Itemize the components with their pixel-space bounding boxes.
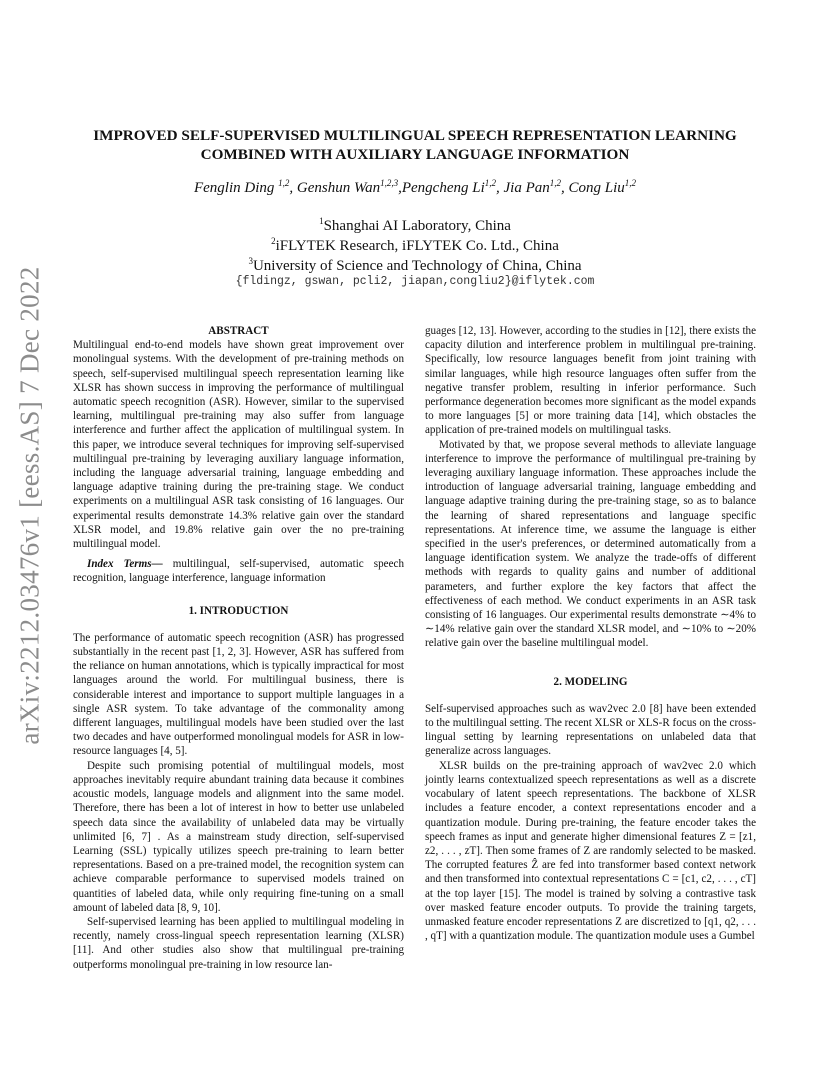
affil-text: iFLYTEK Research, iFLYTEK Co. Ltd., China <box>275 238 559 254</box>
author-name: Cong Liu <box>568 180 625 196</box>
abstract-heading: ABSTRACT <box>208 325 269 337</box>
affil-text: Shanghai AI Laboratory, China <box>323 218 511 234</box>
modeling-paragraph: Self-supervised approaches such as wav2vec 2.0 [8] have been extended to the multilingual setting. The recent XLSR or XLS-R focus on the cross-lingual setting by learning representations on unlabeled data that generalize across languages. <box>425 702 757 758</box>
abstract-text: Multilingual end-to-end models have shown great improvement over monolingual systems. With the development of pre-training methods on speech, self-supervised multilingual speech representation learning like XLSR has shown success in improving the performance of multilingual automatic speech recognition (ASR). However, similar to the supervised learning, multilingual pre-training may also suffer from language interference and further affect the application of multilingual system. In this paper, we introduce several techniques for improving self-supervised multilingual pre-training by leveraging auxiliary language information, including the language adversarial training, language embedding and language adaptive training during the pre-training stage. We conduct experiments on a multilingual ASR task consisting of 16 languages. Our experimental results demonstrate 14.3% relative gain over the standard XLSR model, and 19.8% relative gain over the no pre-training multilingual model. <box>73 339 404 551</box>
author-sep: , <box>561 180 569 196</box>
author-name: Genshun Wan <box>296 180 381 196</box>
affiliation <box>70 216 760 236</box>
author-sep: , <box>496 180 504 196</box>
index-terms <box>73 557 404 585</box>
author-affil: 1,2 <box>484 178 496 188</box>
author-list <box>70 180 760 197</box>
author-affil: 1,2 <box>549 178 561 188</box>
author-affil: 1,2 <box>624 178 637 188</box>
index-terms-label: Index Terms— <box>87 558 163 571</box>
author-name: Fenglin Ding <box>193 180 275 196</box>
intro-paragraph: Self-supervised learning has been applied to multilingual modeling in recently, namely cross-lingual speech representation learning (XLSR) [11]. And other studies also show that multilingual pre-training outperforms monolingual pre-training in low resource lan- <box>73 915 404 971</box>
author-affil: 1,2,3 <box>380 178 399 188</box>
arxiv-sidebar <box>10 255 50 755</box>
author-sep: , <box>289 180 297 196</box>
author-name: Pengcheng Li <box>401 180 485 196</box>
intro-paragraph-continued: guages [12, 13]. However, according to the studies in [12], there exists the capacity dilution and interference problem in multilingual pre-training. Specifically, low resource languages benefit from joint training with similar languages, while high resource languages often suffer from the negative transfer problem, resulting in inferior performance. Such performance degeneration becomes more significant as the model expands to more languages [5] or more training data [14], which obstacles the application of pre-trained models on multilingual tasks. <box>425 325 756 437</box>
affiliations <box>70 216 760 276</box>
affiliation <box>70 236 760 256</box>
author-email: {fldingz, gswan, pcli2, jiapan,congliu2}@iflytek.com <box>235 275 595 288</box>
affil-mark: 3 <box>248 256 253 266</box>
intro-paragraph: The performance of automatic speech recognition (ASR) has progressed substantially in the recent past [1, 2, 3]. However, ASR has suffered from the reliance on human annotations, which is typically impractical for most languages around the world. For multilingual business, there is considerable interest and importance to support multiple languages in a single ASR system. To take advantage of the commonality among different languages, multilingual models have been studied over the last two decades and have outperformed monolingual models for ASR in low-resource languages [4, 5]. <box>73 631 404 758</box>
affil-text: University of Science and Technology of China, China <box>252 258 582 274</box>
author-affil: 1,2 <box>278 178 290 188</box>
section-heading-introduction: 1. INTRODUCTION <box>188 604 289 617</box>
arxiv-identifier: arXiv:2212.03476v1 [eess.AS] 7 Dec 2022 <box>14 265 45 745</box>
title-line-1: IMPROVED SELF-SUPERVISED MULTILINGUAL SPEECH REPRESENTATION LEARNING <box>93 127 737 144</box>
intro-paragraph: Despite such promising potential of multilingual models, most approaches inevitably require abundant training data because it combines acoustic models, language models and alignment into the same model. Therefore, there has been a lot of interest in how to better use unlabeled speech data since the availability of unlabeled data may be virtually unlimited [6, 7] . As a mainstream study direction, self-supervised Learning (SSL) typically utilizes speech pre-training to learn better representations. Based on a pre-trained model, the recognition system can achieve comparable performance to supervised models trained on quantities of labeled data, while only requiring fine-tuning on a small amount of labeled data [8, 9, 10]. <box>73 759 404 914</box>
author-name: Jia Pan <box>503 180 550 196</box>
title-line-2: COMBINED WITH AUXILIARY LANGUAGE INFORMATION <box>200 146 630 163</box>
section-heading-modeling: 2. MODELING <box>553 675 628 688</box>
author-sep: , <box>398 180 402 196</box>
right-column <box>425 324 756 943</box>
affil-mark: 2 <box>271 236 276 246</box>
index-terms-text: multilingual, self-supervised, automatic speech recognition, language interference, language information <box>73 558 404 585</box>
affil-mark: 1 <box>319 216 324 226</box>
intro-paragraph: Motivated by that, we propose several methods to alleviate language interference to improve the performance of multilingual pre-training by leveraging auxiliary language information. These approaches include the introduction of language adversarial training, language embedding and language adaptive training during the pre-training stage, so as to balance the learning of shared representations and language specific representations. At inference time, we assume the language is either specified in the user's preferences, or determined automatically from a language identification system. We analyze the trade-offs of different methods with regards to quality gains and number of additional parameters, and further explore the key factors that affect the effectiveness of each method. We conduct experiments in an ASR task consisting of 16 languages. Our experimental results demonstrate ∼4% to ∼14% relative gain over the standard XLSR model, and ∼10% to ∼20% relative gain over the baseline multilingual model. <box>425 438 756 650</box>
paper-title <box>70 126 760 164</box>
modeling-paragraph: XLSR builds on the pre-training approach of wav2vec 2.0 which jointly learns contextualized speech representations as well as a discrete vocabulary of latent speech representations. The backbone of XLSR includes a feature encoder, a context representations encoder and a quantization module. During pre-training, the feature encoder takes the speech frames as input and generate higher dimensional features Z = [z1, z2, . . . , zT]. Then some frames of Z are randomly selected to be masked. The corrupted features Ẑ are fed into transformer based context network and then transformed into contextual representations C = [c1, c2, . . . , cT] at the top layer [15]. The model is trained by solving a contrastive task over masked feature encoder outputs. To provide the training targets, unmasked feature encoder representations Z are discretized to [q1, q2, . . . , qT] with a quantization module. The quantization module uses a Gumbel <box>425 759 756 943</box>
left-column <box>73 324 404 972</box>
affiliation <box>70 256 760 276</box>
